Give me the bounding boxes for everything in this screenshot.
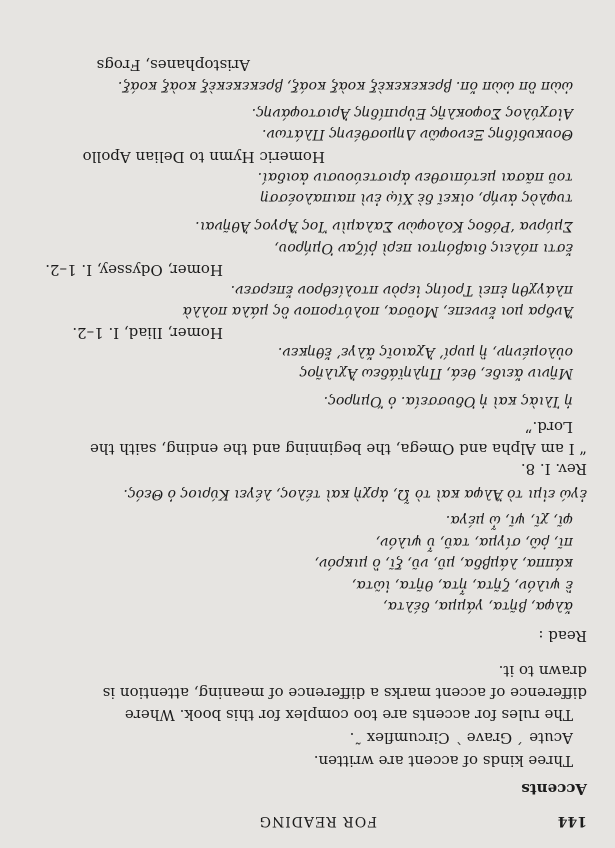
alphabet-line-1: ἄλφα, βῆτα, γάμμα, δέλτα, xyxy=(383,598,573,614)
hymn-citation: Homeric Hymn to Delian Apollo xyxy=(82,148,325,166)
intro-line-2: Acute ´ Grave ` Circumflex ῀. xyxy=(349,729,573,747)
hymn-line-1: τυφλὸς ἀνήρ, οἰκεῖ δὲ Χίῳ ἐνὶ παιπαλοέσσῃ xyxy=(260,190,573,206)
running-head: FOR READING xyxy=(258,813,377,829)
iliad-line-1: Μῆνιν ἄειδε, θεά, Πηληϊάδεω Ἀχιλῆος xyxy=(299,365,573,381)
odyssey-line-1: Ἄνδρα μοι ἔννεπε, Μοῦσα, πολύτροπον ὃς μάλα πολλὰ xyxy=(182,303,573,319)
iliad-line-2: οὐλομένην, ἣ μυρί’ Ἀχαιοῖς ἄλγε’ ἔθηκεν. xyxy=(277,344,573,360)
revelation-reference: Rev. I. 8. xyxy=(520,460,587,478)
section-title: Accents xyxy=(521,780,587,798)
revelation-greek: ἐγώ εἰμι τὸ Ἄλφα καὶ τὸ Ὦ, ἀρχὴ καὶ τέλος, λέγει Κύριος ὁ Θεός. xyxy=(123,486,587,502)
revelation-english-1: “ I am Alpha and Omega, the beginning and the ending, saith the xyxy=(90,440,587,458)
authors-line-1: Θουκυδίδης Ξενοφῶν Δημοσθένης Πλάτων. xyxy=(262,126,573,142)
frogs-line: ὠὼπ ὂπ ὠὼπ ὄπ. βρεκεκεκὲξ κοὰξ κοάξ, βρεκεκεκὲξ κοὰξ κοάξ. xyxy=(117,78,573,94)
page-number: 144 xyxy=(557,813,587,829)
alphabet-line-2: ἒ ψιλόν, ζῆτα, ἦτα, θῆτα, ἰῶτα, xyxy=(351,577,573,593)
alphabet-line-5: φῖ, χῖ, ψῖ, ὦ μέγα. xyxy=(445,512,573,528)
intro-line-3: The rules for accents are too complex for this book. Where xyxy=(124,706,573,724)
odyssey-line-2: πλάγχθη ἐπεὶ Τροίης ἱερὸν πτολίεθρον ἔπερσεν. xyxy=(230,282,573,298)
places-line-1: ἔστι πόλεις διαβόητοι περὶ ῥίζαν Ὁμήρου, xyxy=(274,240,573,256)
alphabet-line-3: κάππα, λάμβδα, μῦ, νῦ, ξῖ, ὂ μικρόν, xyxy=(314,555,573,571)
authors-line-2: Αἰσχύλος Σοφοκλῆς Εὐριπίδης Ἀριστοφάνης. xyxy=(251,105,573,121)
read-label: Read : xyxy=(538,627,587,645)
iliad-odyssey-title: ἡ Ἰλιὰς καὶ ἡ Ὀδυσσεία. ὁ Ὅμηρος. xyxy=(323,393,573,409)
intro-line-4: difference of accent marks a difference of meaning, attention is xyxy=(102,684,587,702)
intro-line-1: Three kinds of accent are written. xyxy=(313,752,573,770)
frogs-citation: Aristophanes, Frogs xyxy=(96,56,250,74)
intro-line-5: drawn to it. xyxy=(498,662,587,680)
revelation-english-2: Lord.” xyxy=(524,418,573,436)
places-line-2: Σμύρνα ‘Ρόδος Κολοφὼν Σαλαμὶν Ἴος Ἄργος Ἀθῆναι. xyxy=(195,218,573,234)
alphabet-line-4: πῖ, ῥῶ, σίγμα, ταῦ, ὖ ψιλόν, xyxy=(375,534,573,550)
odyssey-citation: Homer, Odyssey, I. 1–2. xyxy=(45,261,223,279)
hymn-line-2: τοῦ πᾶσαι μετόπισθεν ἀριστεύουσιν ἀοιδαί. xyxy=(257,169,573,185)
iliad-citation: Homer, Iliad, I. 1–2. xyxy=(72,324,223,342)
